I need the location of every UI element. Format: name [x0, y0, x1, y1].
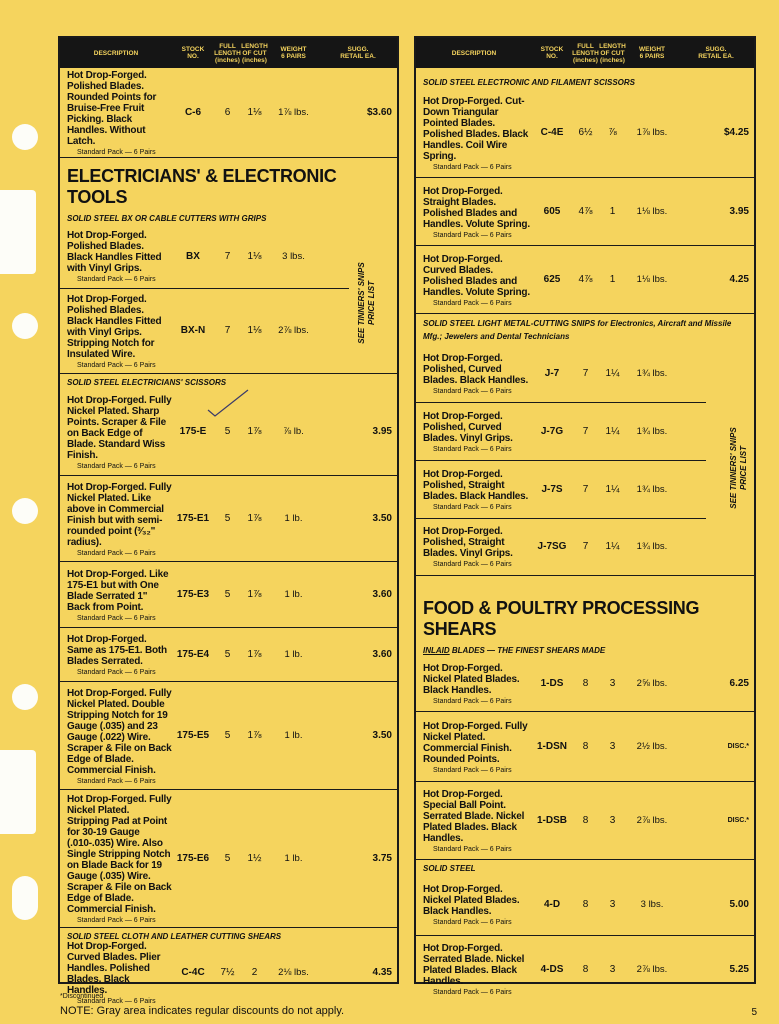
table-row — [60, 682, 397, 790]
row-description: Hot Drop-Forged. Polished Blades. Rounded Points for Bruise-Free Fruit Picking. Black Handles. Without Latch. — [67, 70, 157, 147]
row-length-of-cut: 1⅞ — [247, 730, 262, 741]
row-pack: Standard Pack — 6 Pairs — [433, 231, 512, 239]
header-stock: STOCK NO. — [181, 46, 205, 60]
row-full-length: 8 — [582, 899, 589, 910]
row-description: Hot Drop-Forged. Curved Blades. Plier Handles. Polished Blades. Black Handles. — [67, 940, 161, 996]
row-description: Hot Drop-Forged. Fully Nickel Plated. Commercial Finish. Rounded Points. — [423, 720, 528, 765]
row-full-length: 8 — [582, 678, 589, 689]
section-subtitle: SOLID STEEL BX OR CABLE CUTTERS WITH GRIPS — [67, 214, 267, 223]
row-stock: 175-E4 — [176, 649, 210, 660]
row-stock: 605 — [543, 206, 561, 217]
row-length-of-cut: 1⅛ — [247, 250, 262, 262]
row-full-length: 7½ — [220, 966, 235, 978]
row-description: Hot Drop-Forged. Nickel Plated Blades. Black Handles. — [423, 663, 520, 696]
row-pack: Standard Pack — 6 Pairs — [77, 917, 156, 924]
row-stock: 175-E3 — [176, 589, 210, 600]
header-retail: SUGG. RETAIL EA. — [698, 46, 734, 60]
section-title: ELECTRICIANS' & ELECTRONIC TOOLS — [67, 166, 337, 207]
binder-tab — [0, 750, 36, 834]
row-weight: 1⅛ lbs. — [636, 274, 668, 285]
row-full-length: 7 — [582, 425, 589, 437]
row-stock: 1-DSN — [536, 741, 567, 752]
row-weight: ⅞ lb. — [283, 426, 304, 437]
right-price-table — [414, 36, 756, 996]
row-length-of-cut: ⅞ — [608, 127, 617, 138]
row-weight: 1 lb. — [284, 589, 303, 600]
header-length-of-cut: LENGTH OF CUT (inches) — [241, 42, 268, 64]
row-length-of-cut: 1 — [609, 206, 616, 217]
row-retail: 4.35 — [372, 966, 392, 978]
row-stock: 625 — [543, 274, 561, 285]
row-stock: 4-D — [543, 899, 561, 910]
row-description: Hot Drop-Forged. Like 175-E1 but with One Blade Serrated 1" Back from Point. — [67, 568, 169, 613]
row-full-length: 5 — [224, 730, 231, 741]
row-weight: 1⅞ lbs. — [636, 127, 668, 138]
row-full-length: 5 — [224, 649, 231, 660]
row-description: Hot Drop-Forged. Fully Nickel Plated. Like above in Commercial Finish but with semi-rounded point (³⁄₃₂" radius). — [67, 481, 172, 548]
row-pack: Standard Pack — 6 Pairs — [77, 549, 156, 557]
row-pack: Standard Pack — 6 Pairs — [433, 698, 512, 705]
section-title: FOOD & POULTRY PROCESSING SHEARS — [423, 598, 700, 639]
row-full-length: 5 — [224, 426, 231, 437]
table-row — [416, 712, 754, 782]
row-retail: DISC.* — [727, 743, 749, 750]
row-pack: Standard Pack — 6 Pairs — [77, 149, 156, 156]
binder-hole — [12, 876, 38, 920]
header-weight: WEIGHT 6 PAIRS — [280, 46, 307, 60]
row-length-of-cut: 2 — [251, 966, 258, 978]
header-full-length: FULL LENGTH (inches) — [572, 42, 599, 64]
table-header — [416, 38, 754, 68]
check-mark-icon — [206, 388, 250, 418]
row-stock: 175-E6 — [176, 853, 210, 864]
table-row — [60, 476, 397, 562]
row-weight: 2⅞ lbs. — [636, 815, 668, 826]
row-length-of-cut: 1¼ — [605, 425, 620, 437]
discontinued-note: *Discontinued — [60, 993, 104, 1000]
row-pack: Standard Pack — 6 Pairs — [433, 989, 512, 996]
row-description: Hot Drop-Forged. Serrated Blade. Nickel Plated Blades. Black Handles. — [423, 943, 525, 987]
section-subtitle: INLAID BLADES — THE FINEST SHEARS MADE — [423, 646, 606, 655]
row-full-length: 7 — [224, 325, 231, 336]
row-stock: BX-N — [180, 325, 206, 336]
row-full-length: 5 — [224, 853, 231, 864]
row-weight: 1¾ lbs. — [636, 483, 668, 495]
table-row — [60, 288, 397, 374]
row-weight: 3 lbs. — [640, 899, 664, 910]
row-length-of-cut: 3 — [609, 899, 616, 910]
row-full-length: 8 — [582, 741, 589, 752]
row-retail: 5.25 — [729, 963, 749, 975]
header-stock: STOCK NO. — [540, 46, 564, 60]
binder-hole — [12, 684, 38, 710]
row-length-of-cut: 1 — [609, 274, 616, 285]
footer-note: NOTE: Gray area indicates regular discounts do not apply. — [60, 1005, 345, 1017]
row-full-length: 4⅞ — [578, 206, 593, 217]
row-retail: 4.25 — [729, 274, 749, 285]
row-full-length: 8 — [582, 963, 589, 975]
row-full-length: 5 — [224, 589, 231, 600]
row-weight: 1 lb. — [284, 513, 303, 524]
row-weight: 1 lb. — [284, 649, 303, 660]
row-stock: C-6 — [184, 107, 202, 118]
header-description: DESCRIPTION — [451, 49, 497, 57]
row-length-of-cut: 3 — [609, 963, 616, 975]
binder-hole — [12, 498, 38, 524]
row-pack: Standard Pack — 6 Pairs — [433, 163, 512, 171]
header-weight: WEIGHT 6 PAIRS — [639, 46, 665, 60]
page-number: 5 — [751, 1007, 757, 1018]
table-row — [416, 656, 754, 712]
row-stock: 1-DS — [540, 678, 564, 689]
row-weight: 1¾ lbs. — [636, 425, 668, 437]
row-weight: 1⅛ lbs. — [636, 206, 668, 217]
row-description: Hot Drop-Forged. Polished Blades. Black Handles Fitted with Vinyl Grips. — [67, 230, 162, 274]
row-retail: 3.95 — [729, 206, 749, 217]
row-retail: 3.50 — [372, 730, 392, 741]
row-description: Hot Drop-Forged. Straight Blades. Polished Blades and Handles. Volute Spring. — [423, 185, 530, 230]
row-full-length: 6½ — [578, 127, 593, 138]
row-pack: Standard Pack — 6 Pairs — [433, 299, 512, 307]
row-length-of-cut: 1¼ — [605, 541, 620, 552]
row-weight: 1 lb. — [284, 730, 303, 741]
row-weight: 3 lbs. — [282, 250, 305, 262]
row-weight: 1¾ lbs. — [636, 541, 668, 552]
row-stock: C-4C — [181, 966, 205, 978]
table-row — [60, 224, 397, 288]
row-stock: 175-E1 — [176, 513, 210, 524]
table-row — [416, 344, 754, 402]
row-pack: Standard Pack — 6 Pairs — [433, 561, 512, 568]
row-weight: 1⅞ lbs. — [278, 107, 309, 118]
see-tinners-snips-note: SEE TINNERS' SNIPS PRICE LIST — [729, 427, 748, 509]
row-weight: 2⅛ lbs. — [278, 966, 309, 978]
table-row — [416, 178, 754, 246]
row-length-of-cut: 1⅞ — [247, 589, 262, 600]
row-full-length: 7 — [582, 541, 589, 552]
row-length-of-cut: 1⅞ — [247, 649, 262, 660]
row-description: Hot Drop-Forged. Same as 175-E1. Both Blades Serrated. — [67, 634, 167, 667]
row-description: Hot Drop-Forged. Polished, Straight Blades. Black Handles. — [423, 468, 529, 502]
row-stock: J-7G — [540, 425, 564, 437]
row-description: Hot Drop-Forged. Polished Blades. Black Handles Fitted with Vinyl Grips. Stripping Notch for Insulated Wire. — [67, 293, 162, 360]
section-subtitle: SOLID STEEL LIGHT METAL-CUTTING SNIPS for Electronics, Aircraft and Missile Mfg.; Jewelers and Dental Technicians — [423, 319, 732, 341]
row-retail: DISC.* — [727, 817, 749, 824]
table-row — [60, 790, 397, 928]
row-length-of-cut: 1⅞ — [247, 513, 262, 524]
table-header — [60, 38, 397, 68]
row-pack: Standard Pack — 6 Pairs — [433, 445, 512, 453]
table-row — [60, 68, 397, 158]
table-row — [416, 874, 754, 936]
row-retail: 3.50 — [372, 513, 392, 524]
row-description: Hot Drop-Forged. Fully Nickel Plated. Double Stripping Notch for 19 Gauge (.035) and 23 Gauge (.022) Wire. Scraper & File on Back Edge of Blade. Commercial Finish. — [67, 687, 172, 776]
row-retail: 5.00 — [729, 899, 749, 910]
section-subtitle: SOLID STEEL ELECTRICIANS' SCISSORS — [67, 378, 227, 387]
binder-hole — [12, 124, 38, 150]
row-pack: Standard Pack — 6 Pairs — [77, 669, 156, 676]
row-length-of-cut: 3 — [609, 741, 616, 752]
row-retail: 3.60 — [372, 589, 392, 600]
row-length-of-cut: 1¼ — [605, 367, 620, 379]
row-weight: 2⅝ lbs. — [636, 678, 668, 689]
table-row — [60, 628, 397, 682]
header-length-of-cut: LENGTH OF CUT (inches) — [599, 42, 626, 64]
row-full-length: 8 — [582, 815, 589, 826]
row-description: Hot Drop-Forged. Polished, Curved Blades. Vinyl Grips. — [423, 410, 513, 444]
row-retail: $3.60 — [366, 107, 392, 118]
row-weight: 1¾ lbs. — [636, 367, 668, 379]
row-description: Hot Drop-Forged. Polished, Curved Blades. Black Handles. — [423, 352, 529, 386]
row-pack: Standard Pack — 6 Pairs — [77, 462, 156, 470]
row-full-length: 7 — [582, 367, 589, 379]
row-pack: Standard Pack — 6 Pairs — [77, 997, 156, 1005]
row-stock: 1-DSB — [536, 815, 567, 826]
header-full-length: FULL LENGTH (inches) — [214, 42, 241, 64]
table-row — [416, 402, 754, 460]
header-description: DESCRIPTION — [93, 49, 139, 57]
table-row — [416, 460, 754, 518]
row-description: Hot Drop-Forged. Fully Nickel Plated. Sharp Points. Scraper & File on Back Edge of Blade. Standard Wiss Finish. — [67, 394, 172, 461]
row-length-of-cut: 1⅛ — [247, 325, 262, 336]
row-length-of-cut: 3 — [609, 815, 616, 826]
row-full-length: 7 — [582, 483, 589, 495]
row-description: Hot Drop-Forged. Special Ball Point. Serrated Blade. Nickel Plated Blades. Black Handles. — [423, 789, 525, 844]
row-retail: 3.95 — [372, 426, 392, 437]
row-length-of-cut: 1½ — [247, 853, 262, 864]
row-retail: 6.25 — [729, 678, 749, 689]
table-row — [60, 940, 397, 1005]
row-length-of-cut: 1⅛ — [247, 107, 262, 118]
row-length-of-cut: 1¼ — [605, 483, 620, 495]
row-stock: J-7 — [544, 367, 560, 379]
row-length-of-cut: 3 — [609, 678, 616, 689]
header-retail: SUGG. RETAIL EA. — [340, 46, 376, 60]
binder-hole — [12, 313, 38, 339]
row-weight: 2⅞ lbs. — [278, 325, 309, 336]
row-pack: Standard Pack — 6 Pairs — [77, 361, 156, 369]
row-retail: 3.60 — [372, 649, 392, 660]
table-row — [416, 88, 754, 178]
table-row — [416, 246, 754, 314]
row-pack: Standard Pack — 6 Pairs — [433, 387, 512, 395]
row-weight: 2⅞ lbs. — [636, 963, 668, 975]
row-pack: Standard Pack — 6 Pairs — [433, 919, 512, 926]
row-stock: 175-E5 — [176, 730, 210, 741]
row-full-length: 5 — [224, 513, 231, 524]
row-pack: Standard Pack — 6 Pairs — [433, 503, 512, 511]
row-pack: Standard Pack — 6 Pairs — [77, 614, 156, 622]
row-retail: $4.25 — [723, 127, 749, 138]
section-subtitle: SOLID STEEL — [423, 864, 476, 873]
row-description: Hot Drop-Forged. Curved Blades. Polished Blades and Handles. Volute Spring. — [423, 253, 530, 298]
see-tinners-snips-note: SEE TINNERS' SNIPS PRICE LIST — [357, 262, 376, 344]
row-pack: Standard Pack — 6 Pairs — [433, 846, 512, 853]
row-pack: Standard Pack — 6 Pairs — [433, 766, 512, 774]
row-description: Hot Drop-Forged. Fully Nickel Plated. Stripping Pad at Point for 30-19 Gauge (.010-.035) Wire. Also Single Stripping Notch on Blade Back for 19 Gauge (.035) Wire. Scraper & File on Back Edge of Blade. Commercial Finish. — [67, 794, 172, 915]
row-full-length: 4⅞ — [578, 274, 593, 285]
row-stock: 4-DS — [540, 963, 564, 975]
row-length-of-cut: 1⅞ — [247, 426, 262, 437]
row-stock: 175-E — [179, 426, 207, 437]
row-stock: J-7S — [541, 483, 563, 495]
section-subtitle: SOLID STEEL ELECTRONIC AND FILAMENT SCISSORS — [423, 78, 636, 87]
row-pack: Standard Pack — 6 Pairs — [77, 276, 156, 283]
row-description: Hot Drop-Forged. Polished, Straight Blades. Vinyl Grips. — [423, 526, 513, 559]
row-stock: C-4E — [540, 127, 564, 138]
table-row — [416, 782, 754, 860]
table-row — [60, 562, 397, 628]
row-full-length: 7 — [224, 250, 231, 262]
binder-tab — [0, 190, 36, 274]
section-subtitle: SOLID STEEL CLOTH AND LEATHER CUTTING SHEARS — [67, 932, 282, 941]
row-description: Hot Drop-Forged. Nickel Plated Blades. Black Handles. — [423, 884, 520, 917]
row-weight: 2½ lbs. — [636, 741, 668, 752]
row-pack: Standard Pack — 6 Pairs — [77, 777, 156, 785]
row-stock: BX — [186, 250, 200, 262]
row-full-length: 6 — [224, 107, 231, 118]
row-retail: 3.75 — [372, 853, 392, 864]
row-description: Hot Drop-Forged. Cut-Down Triangular Pointed Blades. Polished Blades. Black Handles. Coil Wire Spring. — [423, 95, 529, 162]
row-stock: J-7SG — [537, 541, 567, 552]
row-weight: 1 lb. — [284, 853, 303, 864]
table-row — [416, 518, 754, 576]
table-row — [416, 936, 754, 1002]
